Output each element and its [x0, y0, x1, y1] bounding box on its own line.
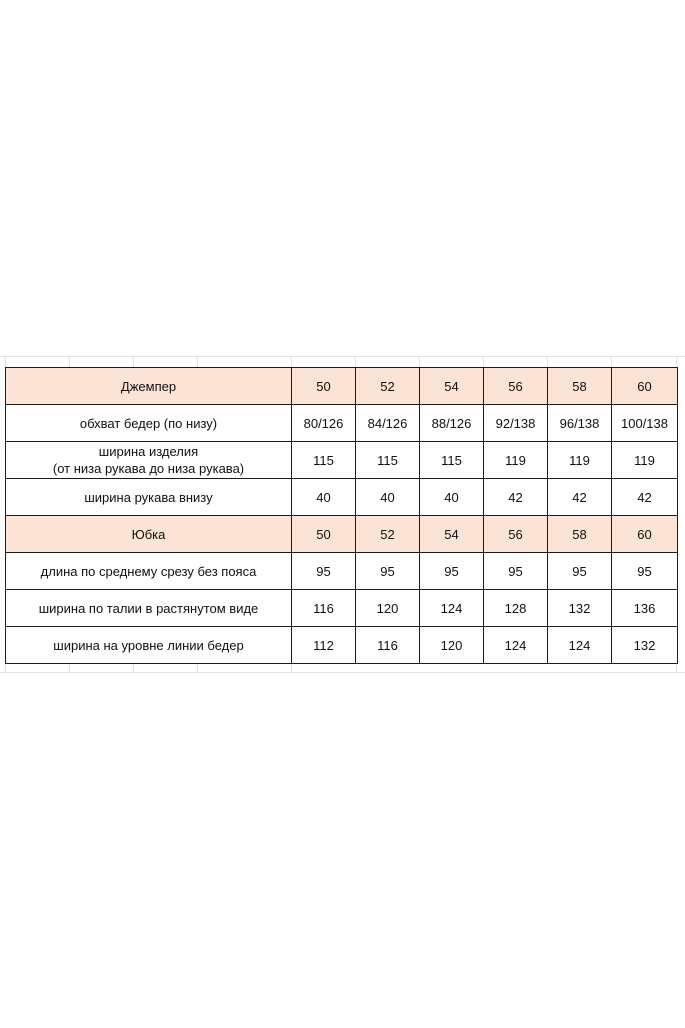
- value-cell: 119: [612, 442, 678, 479]
- table-row: [6, 627, 678, 664]
- value-cell: 92/138: [484, 405, 548, 442]
- value-cell: 84/126: [356, 405, 420, 442]
- measure-label-line: ширина изделия: [98, 444, 199, 459]
- value-cell: 112: [292, 627, 356, 664]
- value-cell: 40: [420, 479, 484, 516]
- size-cell: 58: [548, 368, 612, 405]
- size-cell: 56: [484, 516, 548, 553]
- table-row: [6, 553, 678, 590]
- value-cell: 88/126: [420, 405, 484, 442]
- value-cell: 96/138: [548, 405, 612, 442]
- value-cell: 124: [420, 590, 484, 627]
- size-cell: 54: [420, 368, 484, 405]
- table-row: [6, 479, 678, 516]
- value-cell: 80/126: [292, 405, 356, 442]
- measure-label: ширина по талии в растянутом виде: [6, 590, 292, 627]
- value-cell: 100/138: [612, 405, 678, 442]
- value-cell: 119: [548, 442, 612, 479]
- value-cell: 42: [484, 479, 548, 516]
- value-cell: 124: [548, 627, 612, 664]
- size-chart-table: [5, 367, 678, 664]
- value-cell: 115: [292, 442, 356, 479]
- size-cell: 60: [612, 516, 678, 553]
- value-cell: 119: [484, 442, 548, 479]
- value-cell: 42: [548, 479, 612, 516]
- value-cell: 132: [548, 590, 612, 627]
- value-cell: 120: [356, 590, 420, 627]
- measure-label: ширина на уровне линии бедер: [6, 627, 292, 664]
- value-cell: 116: [292, 590, 356, 627]
- table-row: [6, 405, 678, 442]
- measure-label-line: (от низа рукава до низа рукава): [52, 461, 245, 476]
- value-cell: 115: [356, 442, 420, 479]
- size-cell: 60: [612, 368, 678, 405]
- jumper-header-row: [6, 368, 678, 405]
- size-cell: 50: [292, 516, 356, 553]
- size-cell: 54: [420, 516, 484, 553]
- measure-label: длина по среднему срезу без пояса: [6, 553, 292, 590]
- value-cell: 95: [612, 553, 678, 590]
- size-cell: 56: [484, 368, 548, 405]
- jumper-title: Джемпер: [6, 368, 292, 405]
- value-cell: 95: [548, 553, 612, 590]
- value-cell: 128: [484, 590, 548, 627]
- value-cell: 120: [420, 627, 484, 664]
- measure-label: обхват бедер (по низу): [6, 405, 292, 442]
- size-cell: 52: [356, 368, 420, 405]
- value-cell: 95: [420, 553, 484, 590]
- value-cell: 95: [356, 553, 420, 590]
- value-cell: 40: [292, 479, 356, 516]
- size-cell: 50: [292, 368, 356, 405]
- size-cell: 52: [356, 516, 420, 553]
- value-cell: 95: [484, 553, 548, 590]
- value-cell: 116: [356, 627, 420, 664]
- value-cell: 40: [356, 479, 420, 516]
- skirt-title: Юбка: [6, 516, 292, 553]
- value-cell: 42: [612, 479, 678, 516]
- value-cell: 95: [292, 553, 356, 590]
- skirt-header-row: [6, 516, 678, 553]
- value-cell: 115: [420, 442, 484, 479]
- size-cell: 58: [548, 516, 612, 553]
- table-row: [6, 590, 678, 627]
- value-cell: 132: [612, 627, 678, 664]
- value-cell: 124: [484, 627, 548, 664]
- measure-label: ширина рукава внизу: [6, 479, 292, 516]
- table-row: [6, 442, 678, 479]
- value-cell: 136: [612, 590, 678, 627]
- measure-label: [6, 442, 292, 479]
